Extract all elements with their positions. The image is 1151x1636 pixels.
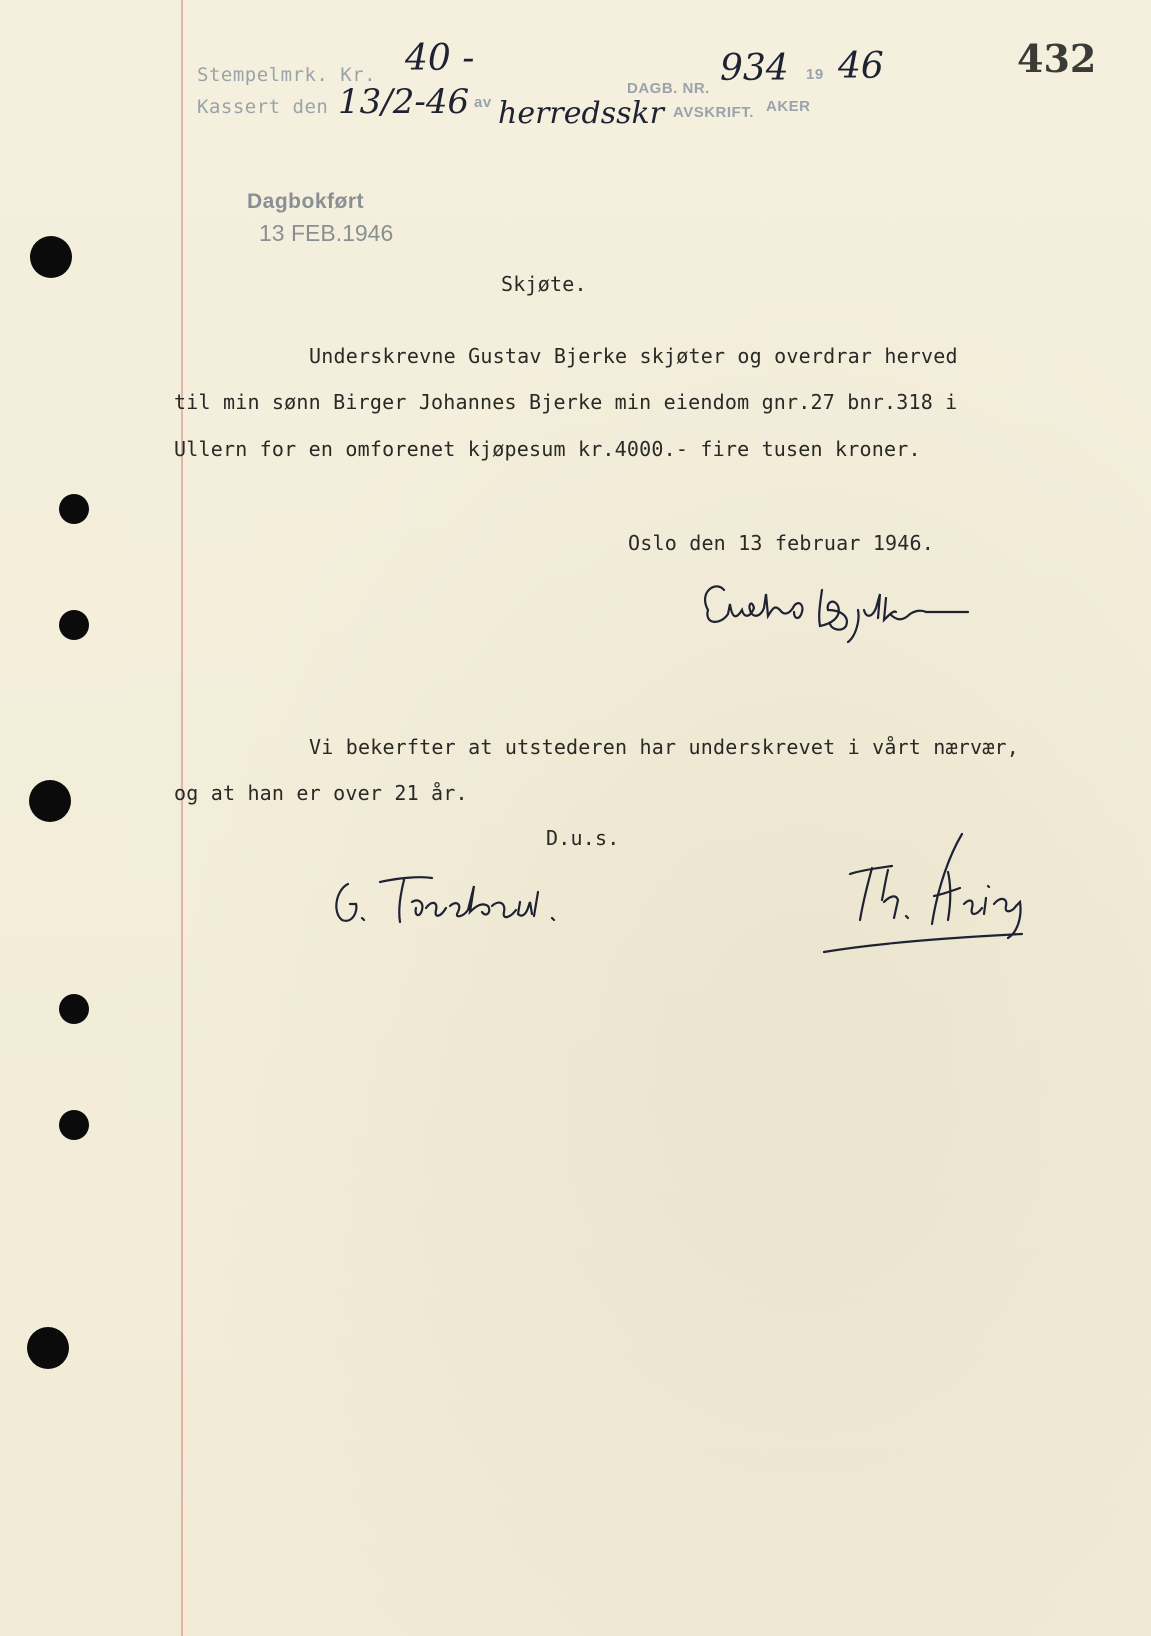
dagb-label: DAGB. NR. <box>627 80 710 97</box>
kassert-label: Kassert den <box>197 96 329 118</box>
kassert-date: 13/2-46 <box>338 82 470 122</box>
paragraph1-line3: Ullern for en omforenet kjøpesum kr.4000.- fire tusen kroner. <box>174 437 921 461</box>
paragraph1-line2: til min sønn Birger Johannes Bjerke min eiendom gnr.27 bnr.318 i <box>174 390 958 414</box>
punch-hole <box>59 494 89 524</box>
dagb-value: 934 <box>720 48 789 89</box>
avskrift-place: AKER <box>766 98 811 115</box>
punch-hole <box>29 780 71 822</box>
page-number: 432 <box>1017 36 1097 81</box>
signature-witness-2 <box>822 830 1052 960</box>
kassert-by: herredsskr <box>498 96 665 131</box>
stempel-value: 40 - <box>405 38 475 79</box>
paragraph1-line1: Underskrevne Gustav Bjerke skjøter og overdrar herved <box>309 344 958 368</box>
paragraph2-line1: Vi bekerfter at utstederen har underskrevet i vårt nærvær, <box>309 735 1019 759</box>
signature-gustav-bjerke <box>690 570 980 650</box>
punch-hole <box>30 236 72 278</box>
paragraph2-line2: og at han er over 21 år. <box>174 781 468 805</box>
dagbok-stamp <box>247 190 393 247</box>
punch-hole <box>27 1327 69 1369</box>
stempel-label: Stempelmrk. Kr. <box>197 64 377 86</box>
avskrift-label: AVSKRIFT. <box>673 104 754 121</box>
dagbok-stamp-date: 13 FEB.1946 <box>259 220 394 246</box>
dus: D.u.s. <box>546 826 620 850</box>
punch-hole <box>59 610 89 640</box>
dagb-year-prefix: 19 <box>806 66 824 83</box>
margin-line <box>181 0 183 1636</box>
place-date: Oslo den 13 februar 1946. <box>628 531 935 555</box>
document-title: Skjøte. <box>501 272 587 296</box>
signature-witness-1 <box>328 862 598 932</box>
dagb-year: 46 <box>838 46 884 87</box>
kassert-av: av <box>474 94 492 111</box>
dagbok-stamp-line1: Dagbokført <box>247 190 364 213</box>
punch-hole <box>59 994 89 1024</box>
punch-hole <box>59 1110 89 1140</box>
